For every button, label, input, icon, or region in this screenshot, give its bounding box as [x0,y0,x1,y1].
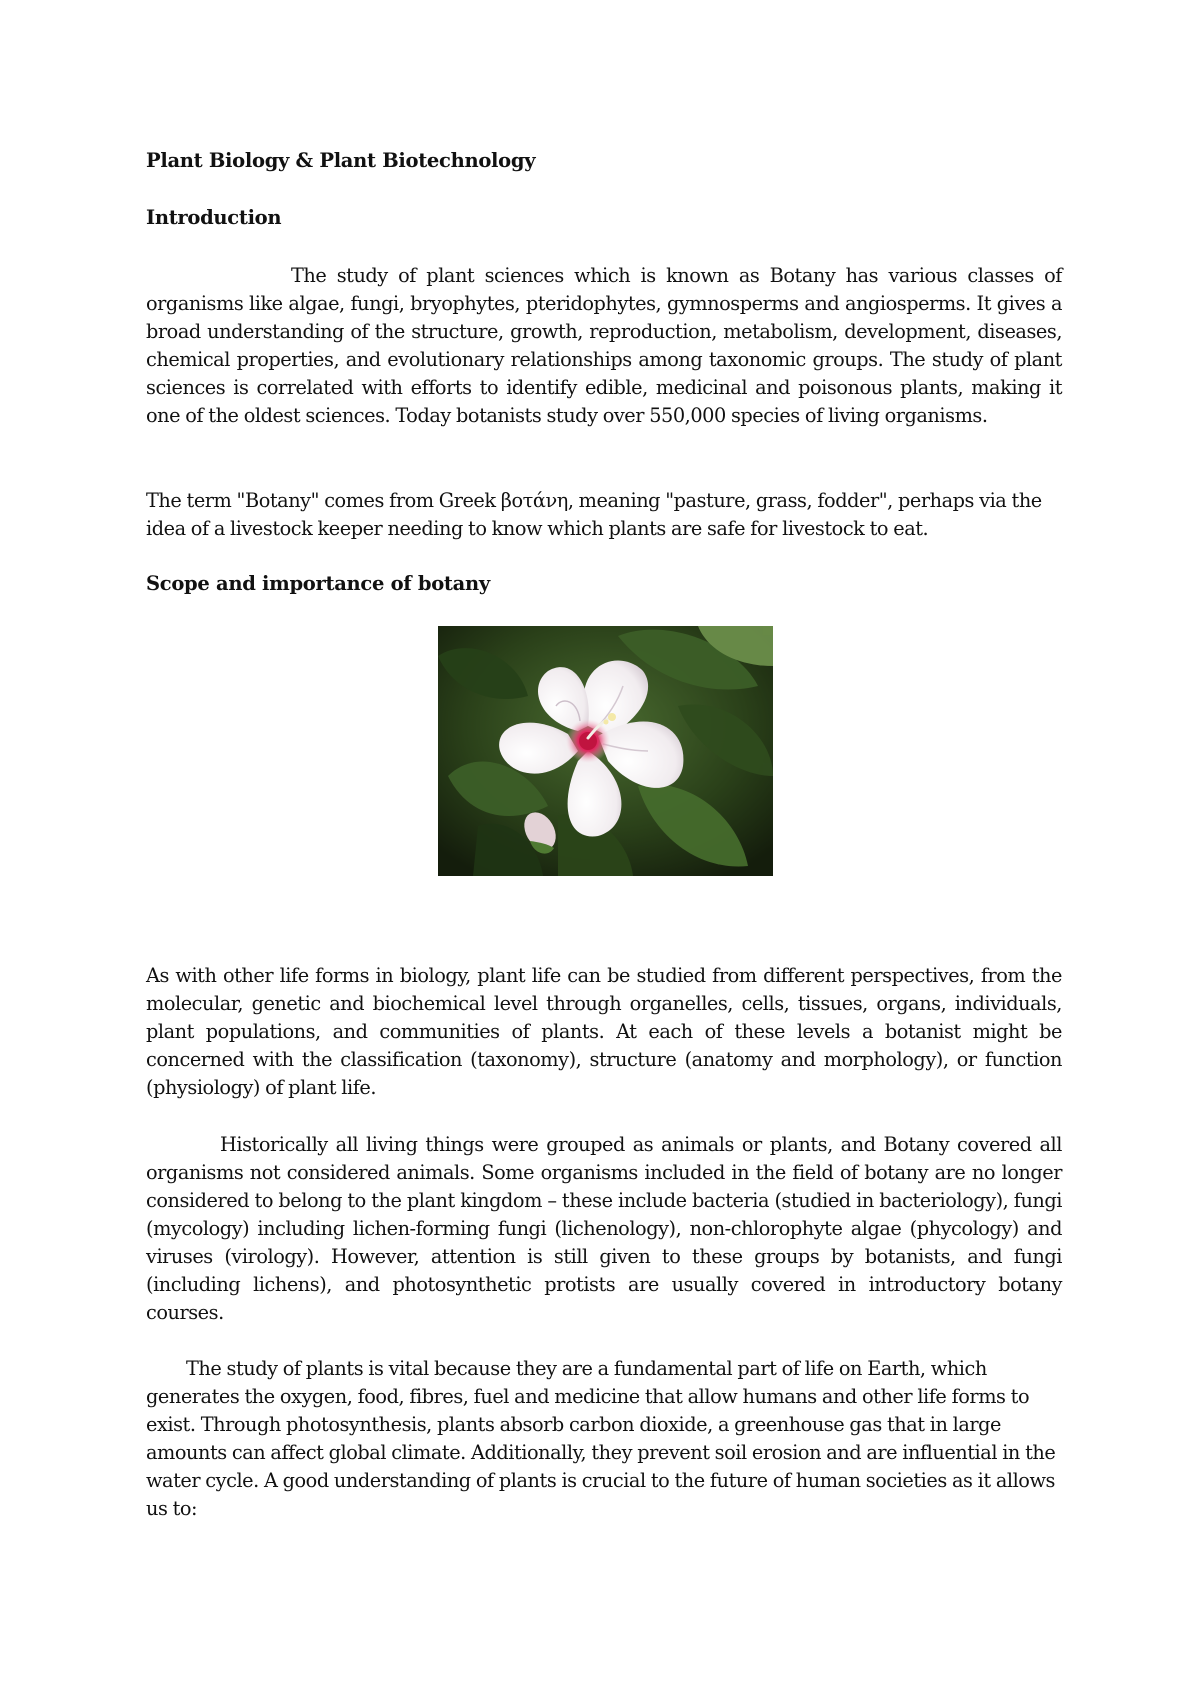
paragraph-term-origin: The term "Botany" comes from Greek βοτάνη, meaning "pasture, grass, fodder", perhaps via the idea of a livestock keeper needing to know which plants are safe for livestock to eat. [146,489,1042,540]
paragraph-historical-grouping: Historically all living things were grouped as animals or plants, and Botany covered all organisms not considered animals. Some organisms included in the field of botany are no longer considered to belong to the plant kingdom – these include bacteria (studied in bacteriology), fungi (mycology) including lichen-forming fungi (lichenology), non-chlorophyte algae (phycology) and viruses (virology). However, attention is still given to these groups by botanists, and fungi (including lichens), and photosynthetic protists are usually covered in introductory botany courses. [146,1133,1062,1324]
hibiscus-flower-photo [438,626,773,876]
document-page [146,0,1062,1698]
paragraph-botany-overview: The study of plant sciences which is known as Botany has various classes of organisms like algae, fungi, bryophytes, pteridophytes, gymnosperms and angiosperms. It gives a broad understanding of the structure, growth, reproduction, metabolism, development, diseases, chemical properties, and evolutionary relationships among taxonomic groups. The study of plant sciences is correlated with efforts to identify edible, medicinal and poisonous plants, making it one of the oldest sciences. Today botanists study over 550,000 species of living organisms. [146,264,1062,427]
paragraph-study-perspectives: As with other life forms in biology, plant life can be studied from different perspectives, from the molecular, genetic and biochemical level through organelles, cells, tissues, organs, individuals, plant populations, and communities of plants. At each of these levels a botanist might be concerned with the classification (taxonomy), structure (anatomy and morphology), or function (physiology) of plant life. [146,964,1062,1099]
paragraph-importance-of-plants: The study of plants is vital because they are a fundamental part of life on Earth, which generates the oxygen, food, fibres, fuel and medicine that allow humans and other life forms to exist. Through photosynthesis, plants absorb carbon dioxide, a greenhouse gas that in large amounts can affect global climate. Additionally, they prevent soil erosion and are influential in the water cycle. A good understanding of plants is crucial to the future of human societies as it allows us to: [146,1357,1056,1520]
heading-scope-importance: Scope and importance of botany [146,572,490,595]
heading-introduction: Introduction [146,206,282,229]
document-title: Plant Biology & Plant Biotechnology [146,149,536,172]
